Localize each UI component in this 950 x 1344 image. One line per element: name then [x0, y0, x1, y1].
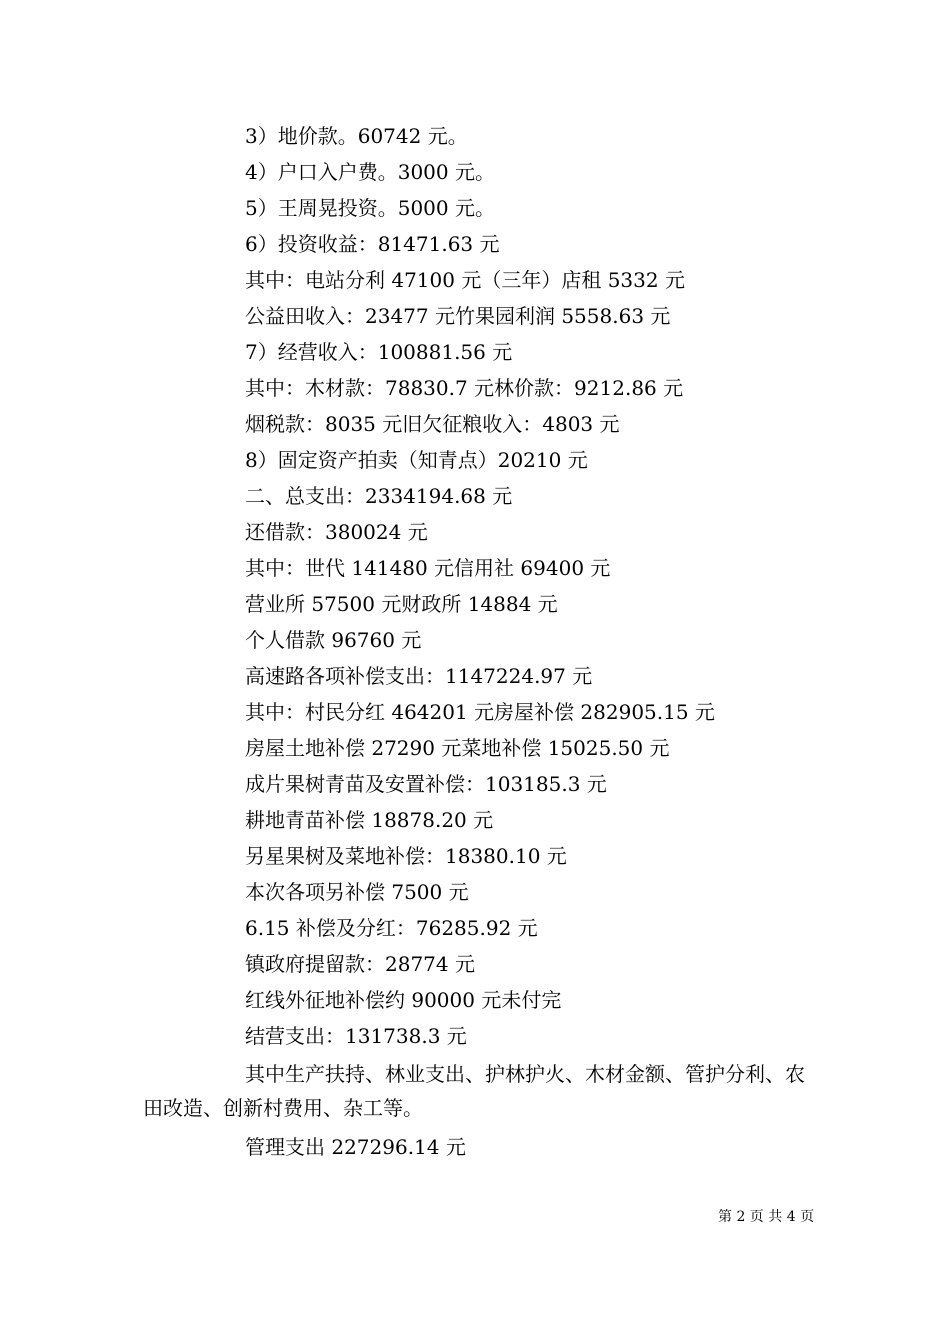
section-heading: 二、总支出：2334194.68 元: [245, 484, 513, 508]
text-line: 其中：木材款：78830.7 元林价款：9212.86 元: [245, 376, 684, 400]
text-line: 高速路各项补偿支出：1147224.97 元: [245, 664, 593, 688]
text-line: 结营支出：131738.3 元: [245, 1024, 467, 1048]
text-line: 个人借款 96760 元: [245, 628, 422, 652]
text-line: 营业所 57500 元财政所 14884 元: [245, 592, 558, 616]
text-line: 其中：世代 141480 元信用社 69400 元: [245, 556, 611, 580]
text-line: 本次各项另补偿 7500 元: [245, 880, 469, 904]
text-line: 管理支出 227296.14 元: [245, 1135, 466, 1159]
text-line: 另星果树及菜地补偿：18380.10 元: [245, 844, 567, 868]
text-line: 其中：村民分红 464201 元房屋补偿 282905.15 元: [245, 700, 715, 724]
paragraph-block: [143, 1057, 823, 1125]
text-line: 房屋土地补偿 27290 元菜地补偿 15025.50 元: [245, 736, 670, 760]
text-line: 公益田收入：23477 元竹果园利润 5558.63 元: [245, 304, 671, 328]
document-body: [143, 118, 823, 1165]
text-line: 4）户口入户费。3000 元。: [245, 160, 495, 184]
text-line: 6.15 补偿及分红：76285.92 元: [245, 916, 538, 940]
text-line: 烟税款：8035 元旧欠征粮收入：4803 元: [245, 412, 620, 436]
text-line: 镇政府提留款：28774 元: [245, 952, 475, 976]
text-line: 3）地价款。60742 元。: [245, 124, 468, 148]
text-line: 红线外征地补偿约 90000 元未付完: [245, 988, 562, 1012]
paragraph: 其中生产扶持、林业支出、护林护火、木材金额、管护分利、农田改造、创新村费用、杂工等。: [143, 1062, 805, 1120]
text-line: 还借款：380024 元: [245, 520, 428, 544]
text-line: 5）王周晃投资。5000 元。: [245, 196, 495, 220]
text-line: 7）经营收入：100881.56 元: [245, 340, 513, 364]
text-line: 其中：电站分利 47100 元（三年）店租 5332 元: [245, 268, 685, 292]
text-line: 8）固定资产拍卖（知青点）20210 元: [245, 448, 588, 472]
page-number: 第 2 页 共 4 页: [718, 1209, 815, 1225]
text-line: 6）投资收益：81471.63 元: [245, 232, 500, 256]
text-line: 成片果树青苗及安置补偿：103185.3 元: [245, 772, 607, 796]
text-line: 耕地青苗补偿 18878.20 元: [245, 808, 494, 832]
